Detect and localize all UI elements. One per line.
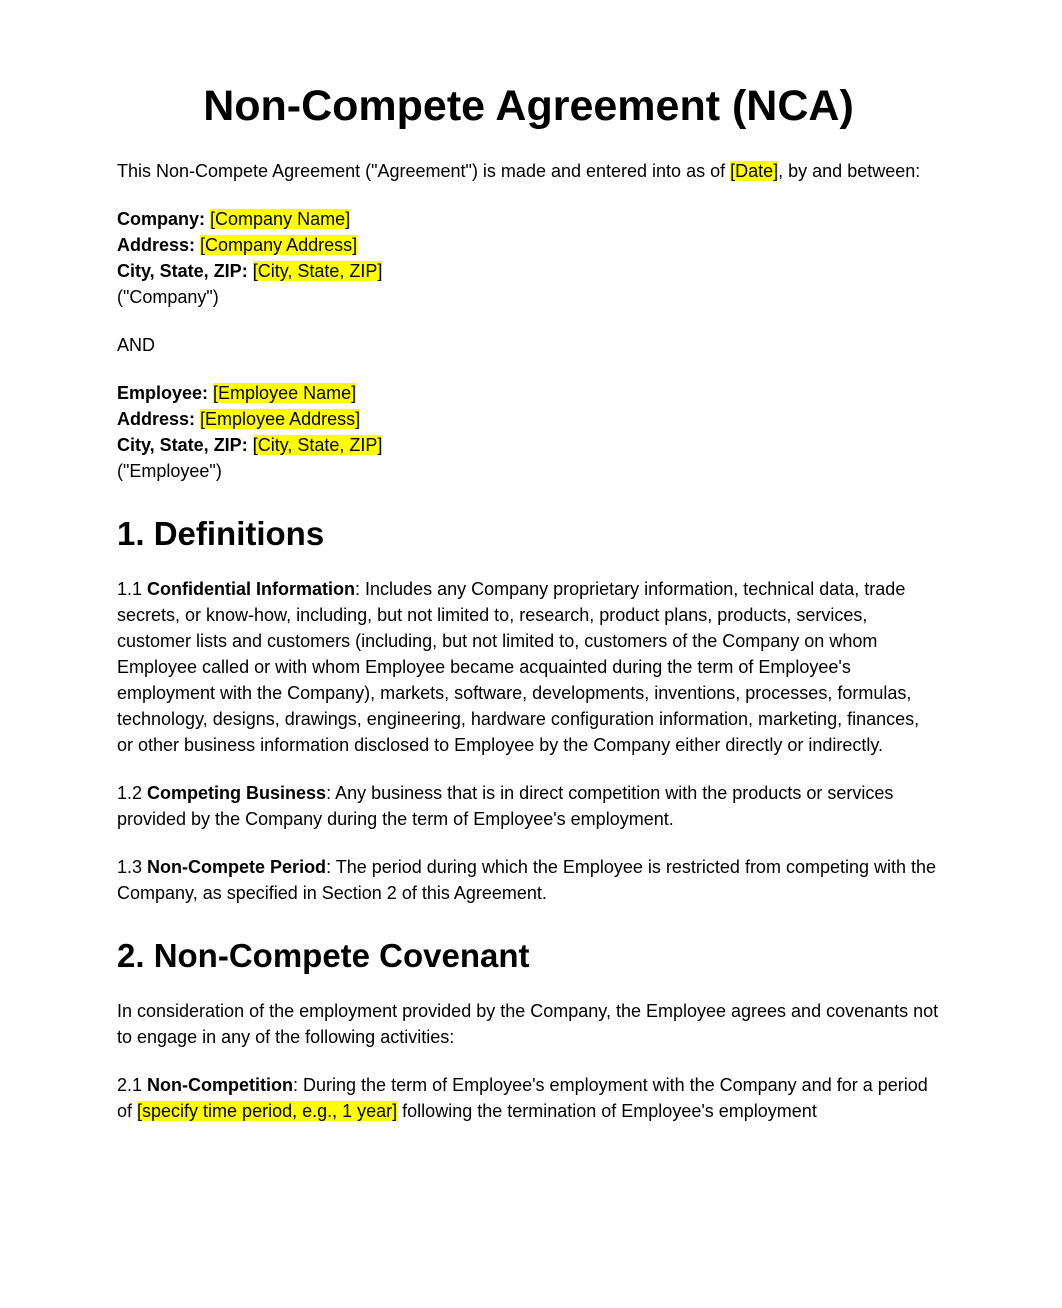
clause-2-1-text-before: : During the term of Employee's employment with the Company and for a period of xyxy=(117,1075,928,1121)
company-alias-line: ("Company") xyxy=(117,287,219,307)
section-2-intro-paragraph: In consideration of the employment provided by the Company, the Employee agrees and covenants not to engage in any of the following activities: xyxy=(117,1001,939,1047)
definition-1-3-text: : The period during which the Employee is restricted from competing with the Company, as specified in Section 2 of this Agreement. xyxy=(117,857,937,903)
date-placeholder[interactable]: [Date] xyxy=(730,161,779,181)
company-label: Company: xyxy=(117,209,206,229)
document-title: Non-Compete Agreement (NCA) xyxy=(203,82,854,130)
clause-2-1-text-after: following the termination of Employee's employment xyxy=(402,1101,817,1121)
employee-label: Employee: xyxy=(117,383,209,403)
definition-1-1-paragraph xyxy=(117,576,940,758)
section-2-heading: 2. Non-Compete Covenant xyxy=(117,937,530,974)
employee-name-placeholder[interactable]: [Employee Name] xyxy=(213,383,357,403)
definition-1-3-term: Non-Compete Period xyxy=(147,857,327,877)
clause-2-1-paragraph xyxy=(117,1072,940,1124)
time-period-placeholder[interactable]: [specify time period, e.g., 1 year] xyxy=(137,1101,398,1121)
definition-1-1-text: : Includes any Company proprietary information, technical data, trade secrets, or know-how, including, but not limited to, research, product plans, products, services, customer lists and customers (including, but not limited to, customers of the Company on whom Employee called or with whom Employee became acquainted during the term of Employee's employment with the Company), markets, software, developments, inventions, processes, formulas, technology, designs, drawings, engineering, hardware configuration information, marketing, finances, or other business information disclosed to Employee by the Company either directly or indirectly. xyxy=(117,579,920,755)
company-block xyxy=(117,206,940,310)
intro-paragraph xyxy=(117,158,940,184)
definition-1-3-number: 1.3 xyxy=(117,857,143,877)
clause-2-1-number: 2.1 xyxy=(117,1075,143,1095)
definition-1-2-number: 1.2 xyxy=(117,783,143,803)
company-city-line xyxy=(117,258,940,284)
definition-1-2-paragraph xyxy=(117,780,940,832)
clause-2-1-term: Non-Competition xyxy=(147,1075,294,1095)
company-city-label: City, State, ZIP: xyxy=(117,261,248,281)
definition-1-3-paragraph xyxy=(117,854,940,906)
section-1-heading: 1. Definitions xyxy=(117,515,325,552)
intro-text-after-date: , by and between: xyxy=(778,161,921,181)
company-address-label: Address: xyxy=(117,235,196,255)
definition-1-2-text: : Any business that is in direct competition with the products or services provided by the Company during the term of Employee's employment. xyxy=(117,783,894,829)
employee-city-label: City, State, ZIP: xyxy=(117,435,248,455)
intro-text-before-date: This Non-Compete Agreement ("Agreement") is made and entered into as of xyxy=(117,161,726,181)
conjunction-text: AND xyxy=(117,335,156,355)
employee-city-line xyxy=(117,432,940,458)
employee-name-line xyxy=(117,380,940,406)
definition-1-1-term: Confidential Information xyxy=(147,579,356,599)
company-city-placeholder[interactable]: [City, State, ZIP] xyxy=(252,261,383,281)
definition-1-1-number: 1.1 xyxy=(117,579,143,599)
employee-alias-line: ("Employee") xyxy=(117,461,222,481)
employee-address-label: Address: xyxy=(117,409,196,429)
employee-city-placeholder[interactable]: [City, State, ZIP] xyxy=(252,435,383,455)
employee-address-line xyxy=(117,406,940,432)
employee-block xyxy=(117,380,940,484)
company-address-line xyxy=(117,232,940,258)
employee-address-placeholder[interactable]: [Employee Address] xyxy=(200,409,361,429)
definition-1-2-term: Competing Business xyxy=(147,783,327,803)
company-name-placeholder[interactable]: [Company Name] xyxy=(210,209,351,229)
company-name-line xyxy=(117,206,940,232)
company-address-placeholder[interactable]: [Company Address] xyxy=(200,235,358,255)
